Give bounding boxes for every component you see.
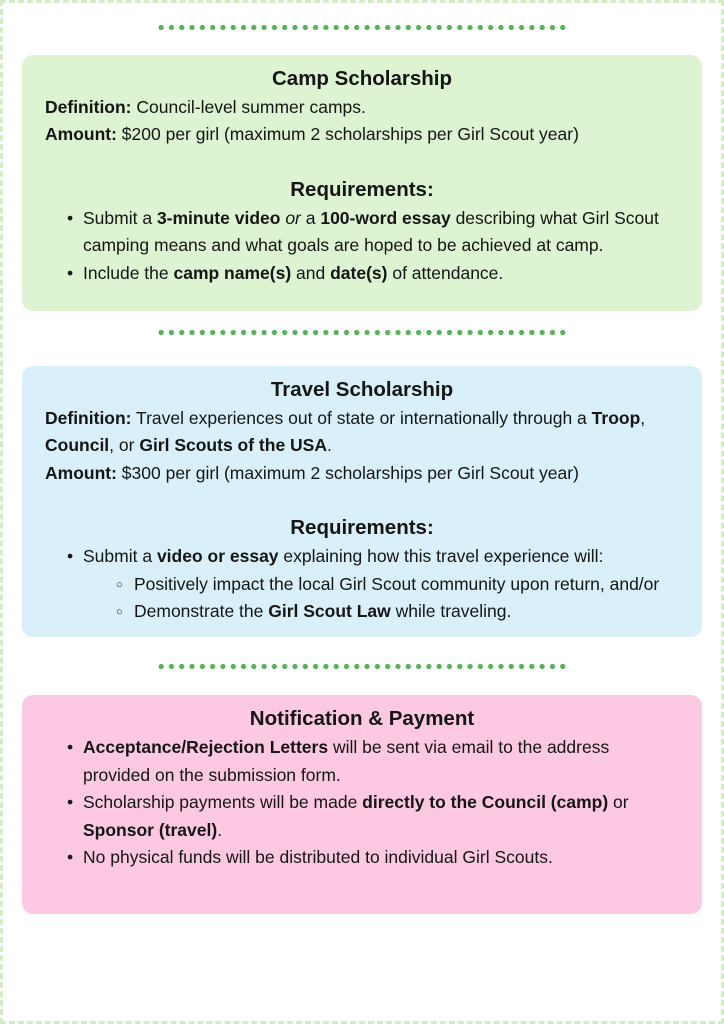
travel-meta-line xyxy=(45,405,679,460)
text-segment: Travel experiences out of state or internationally through a xyxy=(131,408,592,429)
separator-dots-top xyxy=(156,24,568,31)
camp-bullet-item xyxy=(66,260,679,287)
camp-meta-line xyxy=(45,121,679,148)
text-segment: Acceptance/Rejection Letters xyxy=(83,737,329,758)
separator-dots-bottom xyxy=(156,663,568,670)
text-segment: Sponsor (travel) xyxy=(83,819,218,840)
camp-bullet-list xyxy=(45,205,679,287)
text-segment: Girl Scouts of the USA xyxy=(139,435,327,456)
text-segment: Scholarship payments will be made xyxy=(83,792,363,813)
travel-meta-lines xyxy=(45,405,679,487)
camp-requirements-heading: Requirements: xyxy=(290,177,434,201)
text-segment: Definition: xyxy=(45,408,132,429)
text-segment: Definition: xyxy=(45,97,132,117)
text-segment: , or xyxy=(109,435,140,456)
text-segment: explaining how this travel experience will: xyxy=(278,546,604,567)
text-segment: will be sent via email to the address provided on the submission form. xyxy=(83,737,610,785)
text-segment: Girl Scout Law xyxy=(268,601,391,622)
camp-section-title: Camp Scholarship xyxy=(272,67,452,90)
travel-requirements-heading: Requirements: xyxy=(290,516,434,540)
notification-section-title: Notification & Payment xyxy=(249,707,475,731)
notification-bullet-item xyxy=(66,789,679,844)
text-segment: or xyxy=(608,792,629,813)
text-segment: Include the xyxy=(83,262,174,283)
text-segment: or xyxy=(285,207,301,228)
section-notification-payment xyxy=(22,695,702,913)
travel-bullet-list xyxy=(45,543,679,625)
text-segment: Positively impact the local Girl Scout community upon return, and/or xyxy=(134,573,660,594)
text-segment: date(s) xyxy=(330,262,388,283)
text-segment: Submit a xyxy=(83,207,157,228)
text-segment: , xyxy=(640,408,646,429)
text-segment: Troop xyxy=(591,408,641,429)
sub-bullet-item xyxy=(116,571,679,598)
text-segment: . xyxy=(326,435,332,456)
text-segment: 100-word essay xyxy=(320,207,451,228)
camp-bullet-item xyxy=(66,205,679,260)
text-segment: Amount: xyxy=(45,462,117,483)
text-segment: No physical funds will be distributed to individual Girl Scouts. xyxy=(83,847,553,868)
text-segment: . xyxy=(217,819,223,840)
text-segment: while traveling. xyxy=(390,601,512,622)
travel-section-title: Travel Scholarship xyxy=(270,378,454,402)
camp-meta-line xyxy=(45,94,679,121)
notification-bullet-item xyxy=(66,844,679,871)
text-segment: directly to the Council (camp) xyxy=(362,792,609,813)
section-travel-scholarship xyxy=(22,366,702,637)
text-segment: a xyxy=(300,207,321,228)
separator-dots-middle xyxy=(156,329,568,336)
text-segment: 3-minute video xyxy=(156,207,281,228)
text-segment: Demonstrate the xyxy=(134,601,269,622)
text-segment: and xyxy=(291,262,331,283)
text-segment: video or essay xyxy=(156,546,279,567)
text-segment: Submit a xyxy=(83,546,157,567)
text-segment: camp name(s) xyxy=(173,262,292,283)
text-segment: $300 per girl (maximum 2 scholarships per Girl Scout year) xyxy=(116,462,579,483)
text-segment: Council-level summer camps. xyxy=(131,97,366,117)
sub-bullet-list xyxy=(83,571,679,626)
notification-bullet-item xyxy=(66,734,679,789)
text-segment: Council xyxy=(45,435,110,456)
sub-bullet-item xyxy=(116,598,679,625)
travel-meta-line xyxy=(45,460,679,487)
text-segment: of attendance. xyxy=(387,262,504,283)
text-segment: $200 per girl (maximum 2 scholarships per Girl Scout year) xyxy=(116,124,579,145)
text-segment: describing what Girl Scout camping means and what goals are hoped to be achieved at camp. xyxy=(83,207,659,256)
section-camp-scholarship xyxy=(22,55,702,311)
travel-bullet-item xyxy=(66,543,679,625)
notification-bullet-list xyxy=(45,734,679,871)
camp-meta-lines xyxy=(45,94,679,149)
text-segment: Amount: xyxy=(45,124,117,145)
